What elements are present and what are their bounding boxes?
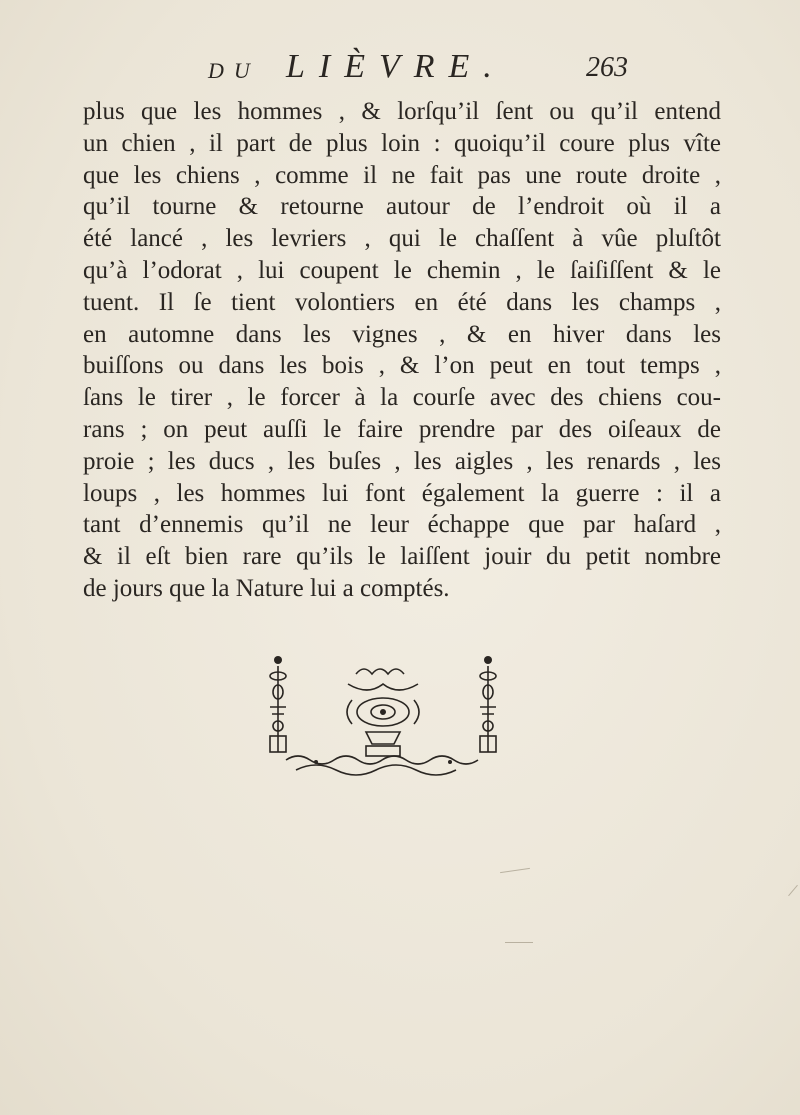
text-line: qu’à l’odorat , lui coupent le chemin , le ſaiſiſſent & le [83, 256, 721, 284]
text-line: proie ; les ducs , les buſes , les aigles , les renards , les [83, 447, 721, 475]
text-line: ſans le tirer , le forcer à la courſe avec des chiens cou- [83, 384, 721, 412]
text-line: en automne dans les vignes , & en hiver dans les [83, 320, 721, 348]
page-number: 263 [586, 52, 628, 83]
text-line: & il eſt bien rare qu’ils le laiſſent jouir du petit nombre [83, 543, 721, 571]
text-line: plus que les hommes , & lorſqu’il ſent ou qu’il entend [83, 98, 721, 125]
text-line: loups , les hommes lui font également la guerre : il a [83, 479, 721, 507]
text-line: buiſſons ou dans les bois , & l’on peut en tout temps , [83, 352, 721, 380]
text-line: rans ; on peut auſſi le faire prendre par des oiſeaux de [83, 415, 721, 443]
text-line: qu’il tourne & retourne autour de l’endroit où il a [83, 193, 721, 221]
text-line: un chien , il part de plus loin : quoiqu’il coure plus vîte [83, 129, 721, 157]
body-paragraph [83, 96, 721, 605]
text-line: tant d’ennemis qu’il ne leur échappe que par haſard , [83, 511, 721, 539]
text-line: de jours que la Nature lui a comptés. [83, 574, 450, 602]
header-title: LIÈVRE. [286, 48, 506, 85]
paper-mark [500, 868, 530, 873]
text-line: été lancé , les levriers , qui le chaſſent à vûe pluſtôt [83, 225, 721, 253]
paper-mark [788, 885, 798, 896]
paper-mark [505, 942, 533, 943]
text-line: que les chiens , comme il ne fait pas une route droite , [83, 161, 721, 189]
running-header [208, 48, 628, 88]
decorative-fleuron-icon [256, 652, 510, 782]
text-line: tuent. Il ſe tient volontiers en été dans les champs , [83, 288, 721, 316]
header-du: DU [208, 58, 260, 83]
